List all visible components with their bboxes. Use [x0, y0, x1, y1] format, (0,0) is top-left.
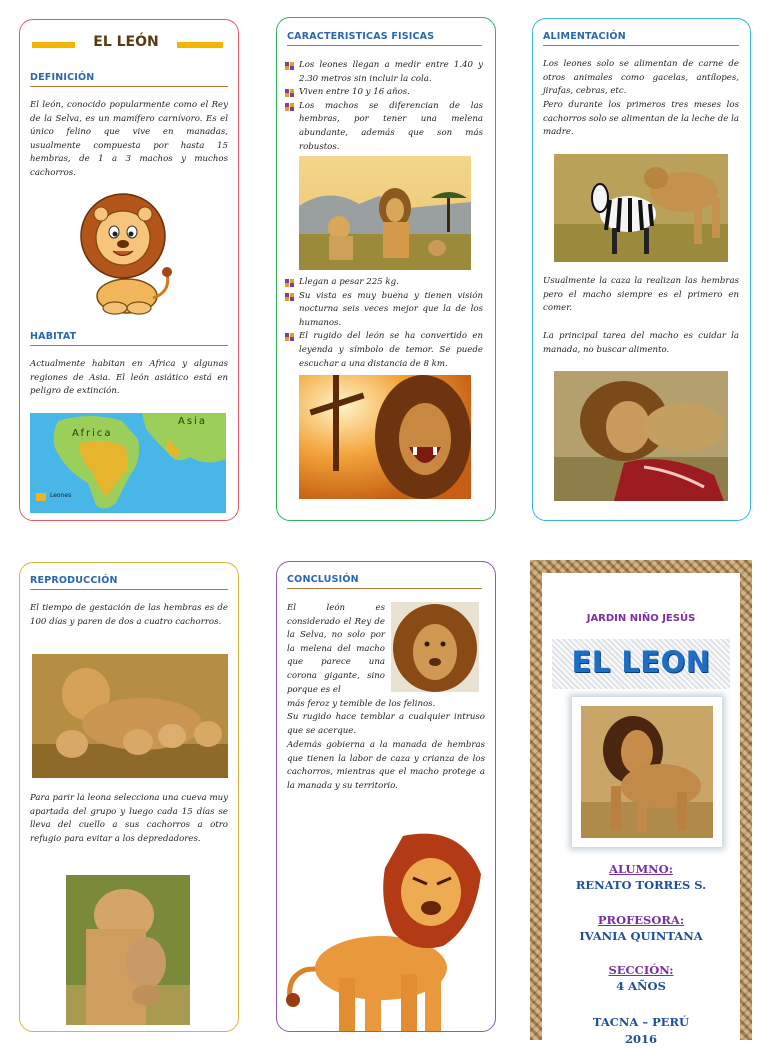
conclusion-text-left: El león es considerado el Rey de la Selva, no solo por la melena del macho que parece una corona gigante, sino porque es el [287, 603, 385, 695]
reproduccion-text-2: Para parir la leona selecciona una cueva muy apartada del grupo y luego cada 15 días se lleva del cuello a sus cachorros a otro refugio para evitar a los depredadores. [30, 793, 228, 844]
bullet-icon [285, 333, 294, 341]
year: 2016 [624, 1032, 657, 1046]
panel-title: EL LEÓN [93, 34, 159, 50]
school-name: JARDIN NIÑO JESÚS [586, 613, 696, 624]
bullet-item: Llegan a pesar 225 kg. [285, 276, 483, 290]
lioness-cubs-photo [32, 654, 228, 778]
bullet-icon [285, 279, 294, 287]
panel-conclusion [276, 561, 496, 1032]
place: TACNA – PERÚ [592, 1015, 690, 1029]
alimentacion-rule [543, 45, 739, 46]
habitat-text: Actualmente habitan en Africa y algunas regiones de Asia. El león asiático está en peligro de extinción. [30, 359, 228, 397]
bullet-item: Los leones llegan a medir entre 1.40 y 2.30 metros sin incluir la cola. [285, 59, 483, 86]
alimentacion-text-4: La principal tarea del macho es cuidar la manada, no buscar alimento. [543, 331, 739, 355]
panel-caracteristicas [276, 17, 496, 521]
lioness-carrying-cub-photo [66, 875, 190, 1025]
panel-definicion [19, 19, 239, 521]
alimentacion-heading: ALIMENTACIÓN [543, 31, 626, 42]
profesora-name: IVANIA QUINTANA [579, 929, 703, 943]
cartoon-lion-king-illustration [285, 828, 481, 1032]
conclusion-text-1: más feroz y temible de los felinos. [287, 699, 436, 709]
conclusion-text-2: Su rugido hace temblar a cualquier intruso que se acerque. [287, 712, 485, 736]
cartoon-lion-illustration [75, 188, 175, 316]
panel-alimentacion [532, 18, 751, 521]
title-bar-right [177, 42, 223, 48]
definicion-text: El león, conocido popularmente como el Rey de la Selva, es un mamífero carnívoro. Es el único felino que vive en manadas, usualmente compuesta por hasta 15 hembras, de 1 a 3 machos y muchos cachorros. [30, 100, 228, 178]
africa-asia-map [30, 413, 226, 513]
bullets-top [285, 59, 483, 154]
cover-photo-frame [572, 697, 722, 847]
map-label-asia: Asia [178, 416, 207, 427]
lion-head-photo [391, 602, 479, 692]
bullet-item: El rugido del león se ha convertido en leyenda y símbolo de temor. Se puede escuchar a una distancia de 8 km. [285, 330, 483, 371]
cover-title: EL LEON [571, 645, 711, 679]
cover-title-box [552, 639, 730, 689]
map-label-africa: Africa [72, 428, 113, 439]
reproduccion-rule [30, 589, 228, 590]
alumno-label: ALUMNO: [609, 862, 673, 876]
cover-panel [530, 560, 752, 1046]
bullet-icon [285, 103, 294, 111]
definicion-rule [30, 86, 228, 87]
male-lion-eating-photo [554, 371, 728, 501]
conclusion-heading: CONCLUSIÓN [287, 574, 359, 585]
panel-reproduccion [19, 562, 239, 1032]
bullet-icon [285, 62, 294, 70]
definicion-heading: DEFINICIÓN [30, 72, 95, 83]
conclusion-rule [287, 588, 482, 589]
title-bar-left [32, 42, 75, 48]
cover-inner [542, 573, 740, 1048]
conclusion-text-3: Además gobierna a la manada de hembras que tienen la labor de caza y crianza de los cachorros, mientras que el macho protege a la manada y su territorio. [287, 740, 485, 791]
caracteristicas-heading: CARACTERISTICAS FISICAS [287, 31, 435, 42]
bullet-icon [285, 89, 294, 97]
bullet-item: Viven entre 10 y 16 años. [285, 86, 483, 100]
bullet-item: Su vista es muy buena y tienen visión nocturna seis veces mejor que la de los humanos. [285, 290, 483, 331]
cover-lion-photo [581, 706, 713, 838]
caracteristicas-rule [287, 45, 482, 46]
reproduccion-heading: REPRODUCCIÓN [30, 575, 118, 586]
bullets-bottom [285, 276, 483, 371]
reproduccion-text-1: El tiempo de gestación de las hembras es de 100 días y paren de dos a cuatro cachorros. [30, 603, 228, 627]
lion-pride-photo [299, 156, 471, 270]
alimentacion-text-2: Pero durante los primeros tres meses los cachorros solo se alimentan de la leche de la madre. [543, 100, 739, 138]
alumno-name: RENATO TORRES S. [575, 878, 707, 892]
seccion-value: 4 AÑOS [616, 979, 666, 993]
habitat-rule [30, 345, 228, 346]
profesora-label: PROFESORA: [597, 913, 685, 927]
bullet-item: Los machos se diferencian de las hembras, por tener una melena abundante, además que son más robustos. [285, 100, 483, 154]
seccion-label: SECCIÓN: [608, 963, 674, 977]
alimentacion-text-1: Los leones solo se alimentan de carne de otros animales como gacelas, antílopes, jirafas, cebras, etc. [543, 59, 739, 97]
habitat-heading: HABITAT [30, 331, 77, 342]
alimentacion-text-3: Usualmente la caza la realizan las hembras pero el macho siempre es el primero en comer. [543, 276, 739, 314]
lion-hunting-zebra-photo [554, 154, 728, 262]
map-legend: Leones [50, 492, 72, 499]
roaring-lion-photo [299, 375, 471, 499]
bullet-icon [285, 293, 294, 301]
